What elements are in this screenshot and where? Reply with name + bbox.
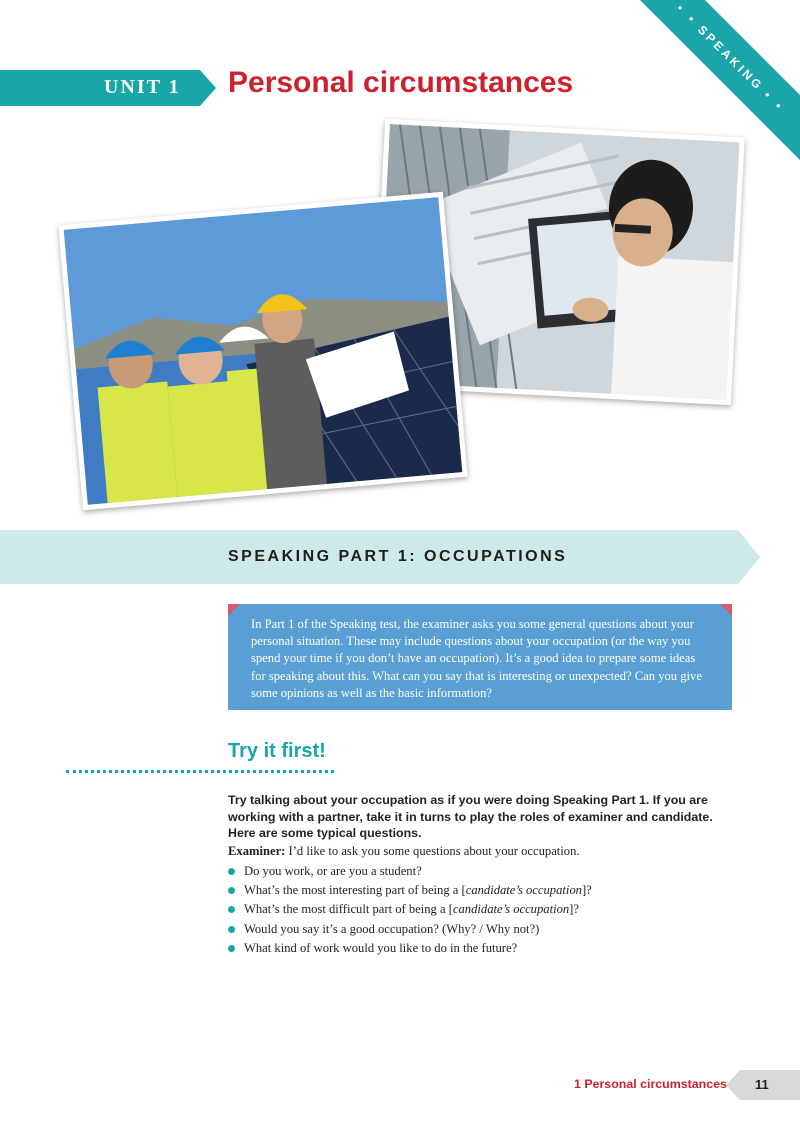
dotted-divider — [66, 770, 334, 773]
list-item: What’s the most difficult part of being a [candidate’s occupation]? — [228, 900, 592, 919]
photo-solar-workers — [58, 192, 467, 511]
list-item: What’s the most interesting part of being a [candidate’s occupation]? — [228, 881, 592, 900]
list-item: Would you say it’s a good occupation? (Why? / Why not?) — [228, 920, 592, 939]
footer-page-tab — [740, 1070, 800, 1100]
ribbon-dots-left: • • — [673, 1, 701, 29]
bullet-icon — [228, 887, 235, 894]
list-item: What kind of work would you like to do in the future? — [228, 939, 592, 958]
page-title: Personal circumstances — [228, 66, 574, 99]
intro-box — [228, 604, 732, 710]
footer-chapter: 1 Personal circumstances — [574, 1077, 727, 1091]
unit-label: UNIT 1 — [104, 76, 181, 98]
examiner-line — [228, 844, 580, 859]
examiner-text: I’d like to ask you some questions about your occupation. — [288, 844, 580, 858]
intro-box-corner-left — [228, 604, 240, 616]
instruction-text: Try talking about your occupation as if you were doing Speaking Part 1. If you are working with a partner, take it in turns to play the roles of examiner and candidate. Here are some typical questions. — [228, 793, 713, 840]
page-number: 11 — [755, 1077, 769, 1092]
intro-text: In Part 1 of the Speaking test, the examiner asks you some general questions about your personal situation. These may include questions about your occupation (or the way you spend your time if you don’t have an occupation). It’s a good idea to prepare some ideas for speaking about this. What can you say that is interesting or unexpected? Can you give some opinions as well as the basic information? — [251, 617, 702, 700]
try-it-first-heading: Try it first! — [228, 740, 326, 762]
bullet-icon — [228, 868, 235, 875]
ribbon-dots-right: • • — [760, 88, 788, 116]
intro-box-corner-right — [720, 604, 732, 616]
section-title: SPEAKING PART 1: OCCUPATIONS — [228, 548, 568, 565]
examiner-label: Examiner: — [228, 844, 286, 858]
bullet-icon — [228, 945, 235, 952]
bullet-icon — [228, 906, 235, 913]
list-item: Do you work, or are you a student? — [228, 862, 592, 881]
solar-workers-photo-illustration — [64, 197, 463, 505]
bullet-icon — [228, 926, 235, 933]
question-list — [228, 862, 592, 958]
speaking-label: SPEAKING — [695, 22, 767, 94]
